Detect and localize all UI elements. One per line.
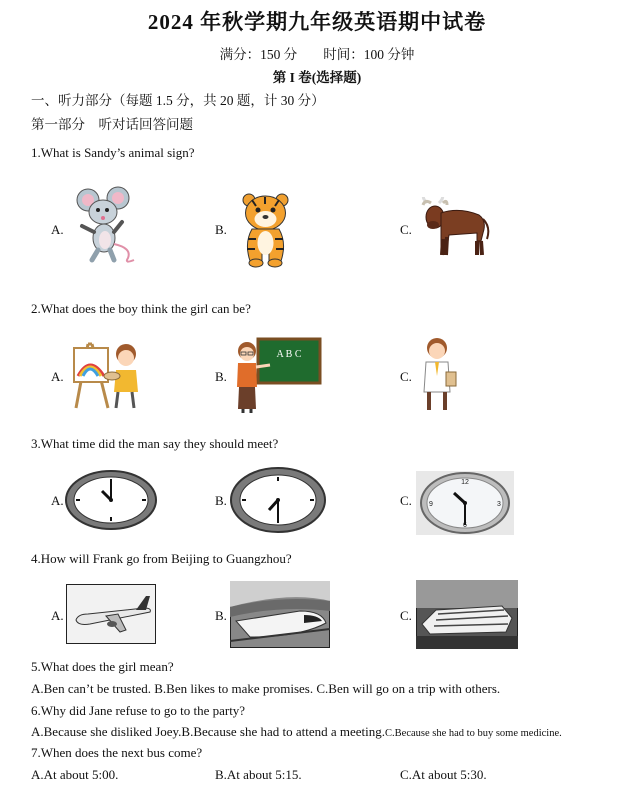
svg-text:3: 3 [497, 501, 501, 508]
q1-option-b[interactable]: B. [215, 222, 227, 237]
question-3: 3.What time did the man say they should meet? [31, 436, 279, 451]
ship-icon [416, 580, 518, 649]
q4-option-c[interactable]: C. [400, 608, 412, 623]
tiger-icon [238, 191, 293, 269]
question-6: 6.Why did Jane refuse to go to the party? [31, 703, 246, 718]
doctor-icon [418, 336, 460, 414]
painter-icon [68, 340, 144, 410]
q7-option-a[interactable]: A.At about 5:00. [31, 767, 119, 782]
q5-options[interactable]: A.Ben can’t be trusted. B.Ben likes to make promises. C.Ben will go on a trip with others. [31, 681, 501, 696]
board-text: A B C [276, 349, 302, 360]
q2-option-b[interactable]: B. [215, 369, 227, 384]
question-2: 2.What does the boy think the girl can be? [31, 301, 251, 316]
question-4: 4.How will Frank go from Beijing to Guangzhou? [31, 551, 292, 566]
svg-text:12: 12 [461, 479, 469, 486]
clock-icon [416, 471, 514, 535]
teacher-icon [230, 337, 322, 413]
page-title: 2024 年秋学期九年级英语期中试卷 [147, 10, 487, 34]
ox-icon [419, 197, 491, 259]
q4-option-b[interactable]: B. [215, 608, 227, 623]
svg-text:6: 6 [463, 522, 467, 529]
clock-icon [64, 469, 158, 531]
mouse-icon [76, 186, 138, 264]
q6-options-ab[interactable]: A.Because she disliked Joey.B.Because she had to attend a meeting. [31, 724, 386, 739]
q1-option-c[interactable]: C. [400, 222, 412, 237]
q4-option-a[interactable]: A. [51, 608, 64, 623]
exam-meta [0, 43, 634, 63]
q3-option-c[interactable]: C. [400, 493, 412, 508]
question-7: 7.When does the next bus come? [31, 745, 203, 760]
listening-part1: 第一部分 听对话回答问题 [31, 117, 193, 132]
q3-option-b[interactable]: B. [215, 493, 227, 508]
section-title: 第 I 卷(选择题) [272, 70, 362, 85]
exam-time: 时间：100 分钟 [323, 47, 415, 62]
q3-option-a[interactable]: A. [51, 493, 64, 508]
listening-heading: 一、听力部分（每题 1.5 分，共 20 题，计 30 分） [31, 93, 325, 108]
q2-option-c[interactable]: C. [400, 369, 412, 384]
q7-option-c[interactable]: C.At about 5:30. [400, 767, 487, 782]
clock-icon [229, 466, 327, 534]
train-icon [230, 581, 330, 648]
question-1: 1.What is Sandy’s animal sign? [31, 145, 195, 160]
svg-text:9: 9 [429, 501, 433, 508]
q7-option-b[interactable]: B.At about 5:15. [215, 767, 302, 782]
q6-options[interactable] [31, 724, 562, 740]
full-score: 满分：150 分 [219, 47, 298, 62]
q2-option-a[interactable]: A. [51, 369, 64, 384]
plane-icon [66, 584, 156, 644]
q1-option-a[interactable]: A. [51, 222, 64, 237]
question-5: 5.What does the girl mean? [31, 659, 174, 674]
q6-option-c[interactable]: C.Because she had to buy some medicine. [385, 728, 562, 739]
